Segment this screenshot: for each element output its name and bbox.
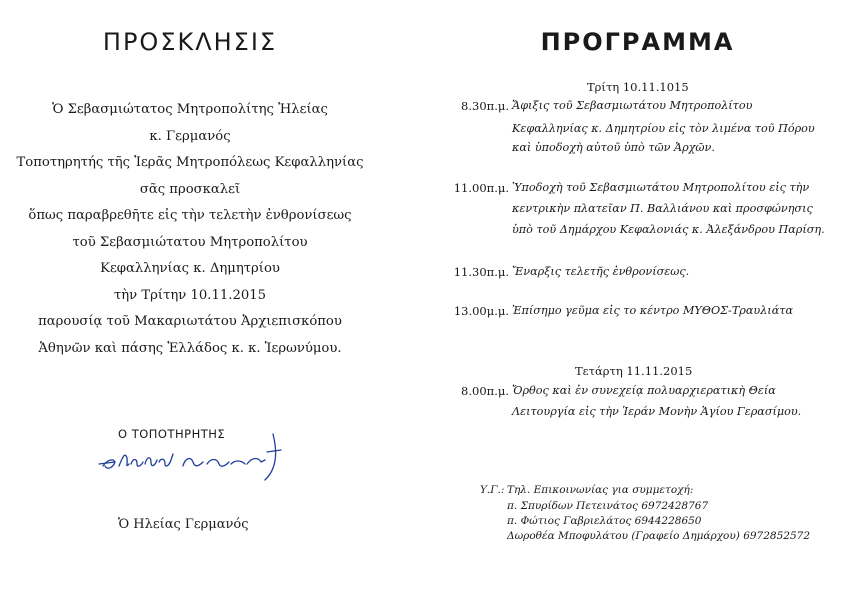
event-line: Ὑποδοχὴ τοῦ Σεβασμιωτάτου Μητροπολίτου εἰς τὴν xyxy=(512,181,810,194)
invitation-line: Ὁ Σεβασμιώτατος Μητροπολίτης Ἠλείας xyxy=(52,102,328,117)
invitation-line: Κεφαλληνίας κ. Δημητρίου xyxy=(100,261,280,276)
event-time: 11.30π.μ. xyxy=(453,265,509,279)
signature-name: Ὁ Ηλείας Γερμανός xyxy=(118,517,249,532)
event-line: καὶ ὑποδοχὴ αὐτοῦ ὑπὸ τῶν Ἀρχῶν. xyxy=(512,141,715,154)
day-heading: Τρίτη 10.11.1015 xyxy=(587,80,689,94)
contact-line: π. Φώτιος Γαβριελάτος 6944228650 xyxy=(507,515,702,527)
event-line: Κεφαλληνίας κ. Δημητρίου εἰς τὸν λιμένα τοῦ Πόρου xyxy=(512,122,815,135)
handwritten-signature xyxy=(95,422,295,492)
invitation-line: ὅπως παραβρεθῆτε εἰς τὴν τελετὴν ἐνθρονίσεως xyxy=(28,208,352,223)
event-line: Ἄφιξις τοῦ Σεβασμιωτάτου Μητροπολίτου xyxy=(512,99,753,112)
event-time: 8.00π.μ. xyxy=(461,384,509,398)
event-line: κεντρικὴν πλατεῖαν Π. Βαλλιάνου καὶ προσφώνησις xyxy=(512,202,813,215)
signature-title: Ο ΤΟΠΟΤΗΡΗΤΗΣ xyxy=(118,427,226,441)
event-line: Λειτουργία εἰς τὴν Ἱεράν Μονὴν Ἁγίου Γερασίμου. xyxy=(512,405,802,418)
invitation-line: τοῦ Σεβασμιώτατου Μητροπολίτου xyxy=(72,234,308,250)
postscript-label: Υ.Γ.: xyxy=(480,484,505,496)
event-line: Ἔναρξις τελετῆς ἐνθρονίσεως. xyxy=(512,265,690,278)
invitation-line: σᾶς προσκαλεῖ xyxy=(139,181,241,197)
event-time: 13.00μ.μ. xyxy=(453,304,509,318)
program-title: ΠΡΟΓΡΑΜΜΑ xyxy=(540,28,735,56)
invitation-line: Ἀθηνῶν καὶ πάσης Ἑλλάδος κ. κ. Ἱερωνύμου. xyxy=(38,340,342,356)
invitation-line: τὴν Τρίτην 10.11.2015 xyxy=(113,287,267,303)
contact-line: Δωροθέα Μποφυλάτου (Γραφείο Δημάρχου) 6972852572 xyxy=(507,530,811,542)
invitation-line: Τοποτηρητής τῆς Ἱερᾶς Μητροπόλεως Κεφαλληνίας xyxy=(16,155,364,170)
event-time: 11.00π.μ. xyxy=(453,181,509,195)
invitation-title: ΠΡΟΣΚΛΗΣΙΣ xyxy=(102,28,278,56)
day-heading: Τετάρτη 11.11.2015 xyxy=(575,364,693,378)
event-line: ὑπὸ τοῦ Δημάρχου Κεφαλονιάς κ. Ἀλεξάνδρου Παρίση. xyxy=(512,223,825,236)
event-time: 8.30π.μ. xyxy=(461,99,509,113)
contact-line: Τηλ. Επικοινωνίας για συμμετοχή: xyxy=(507,484,694,496)
invitation-line: κ. Γερμανός xyxy=(149,128,231,144)
invitation-line: παρουσίᾳ τοῦ Μακαριωτάτου Ἀρχιεπισκόπου xyxy=(38,314,342,329)
event-line: Ὄρθος καὶ ἐν συνεχείᾳ πολυαρχιερατικὴ Θεία xyxy=(512,384,776,397)
contact-line: π. Σπυρίδων Πετεινάτος 6972428767 xyxy=(507,500,709,512)
invitation-text xyxy=(0,97,380,362)
event-line: Ἐπίσημο γεῦμα εἰς το κέντρο ΜΥΘΟΣ-Τραυλιάτα xyxy=(512,304,793,317)
program-panel xyxy=(425,0,850,589)
